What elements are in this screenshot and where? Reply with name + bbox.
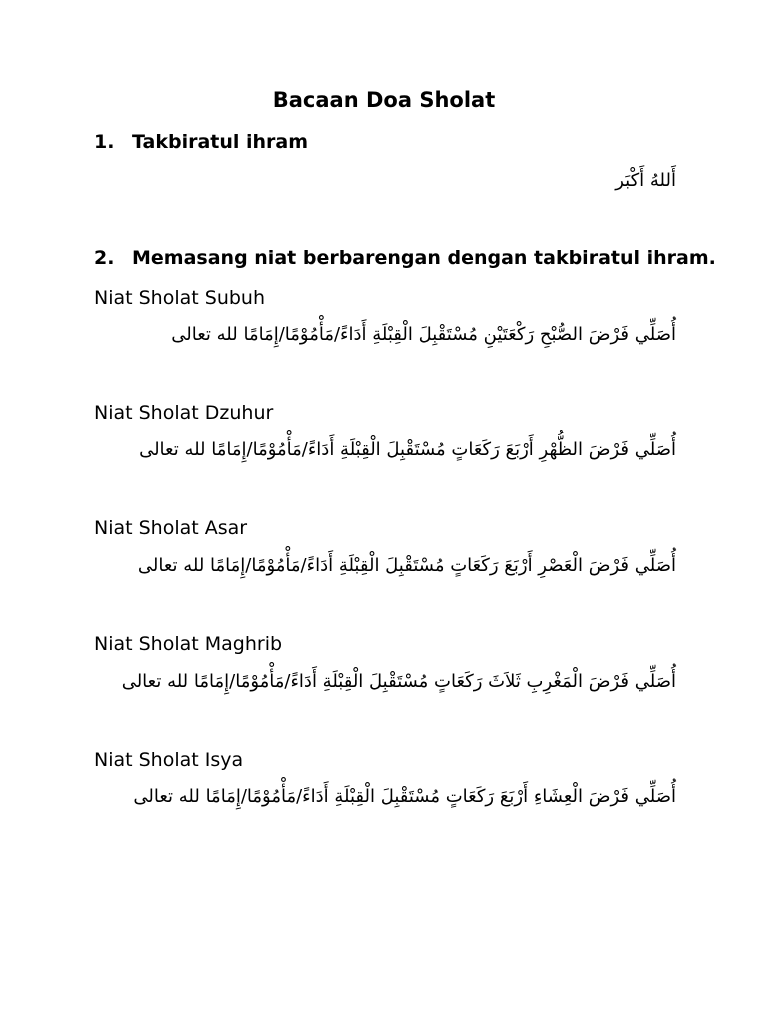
section-2-number: 2. (94, 247, 115, 269)
takbir-arabic-text: أَللهُ أَكْبَر (615, 170, 676, 191)
section-2-heading-text: Memasang niat berbarengan dengan takbiratul ihram. (132, 247, 716, 269)
niat-asar-label: Niat Sholat Asar (94, 517, 248, 539)
niat-subuh-label: Niat Sholat Subuh (94, 287, 266, 309)
section-1-heading (94, 131, 308, 153)
niat-maghrib-label: Niat Sholat Maghrib (94, 633, 283, 655)
niat-isya-label: Niat Sholat Isya (94, 749, 244, 771)
niat-dzuhur-label: Niat Sholat Dzuhur (94, 402, 274, 424)
document-title: Bacaan Doa Sholat (272, 88, 496, 112)
niat-isya-arabic: أُصَلِّي فَرْضَ الْعِشَاءِ أَرْبَعَ رَكَعَاتٍ مُسْتَقْبِلَ الْقِبْلَةِ أَدَاءً/مَأْمُوْمًا/إِمَامًا لله تعالى (133, 786, 676, 807)
niat-asar-arabic: أُصَلِّي فَرْضَ الْعَصْرِ أَرْبَعَ رَكَعَاتٍ مُسْتَقْبِلَ الْقِبْلَةِ أَدَاءً/مَأْمُوْمًا/إِمَامًا لله تعالى (137, 555, 676, 576)
section-1-heading-text: Takbiratul ihram (132, 131, 309, 153)
section-1-number: 1. (94, 131, 115, 153)
section-2-heading (94, 247, 716, 269)
niat-subuh-arabic: أُصَلِّي فَرْضَ الصُّبْحِ رَكْعَتَيْنِ مُسْتَقْبِلَ الْقِبْلَةِ أَدَاءً/مَأْمُوْمًا/إِمَامًا لله تعالى (171, 324, 676, 345)
niat-dzuhur-arabic: أُصَلِّي فَرْضَ الظُّهْرِ أَرْبَعَ رَكَعَاتٍ مُسْتَقْبِلَ الْقِبْلَةِ أَدَاءً/مَأْمُوْمًا/إِمَامًا لله تعالى (139, 439, 676, 460)
niat-maghrib-arabic: أُصَلِّي فَرْضَ الْمَغْرِبِ ثَلاَثَ رَكَعَاتٍ مُسْتَقْبِلَ الْقِبْلَةِ أَدَاءً/مَأْمُوْمًا/إِمَامًا لله تعالى (121, 671, 676, 692)
